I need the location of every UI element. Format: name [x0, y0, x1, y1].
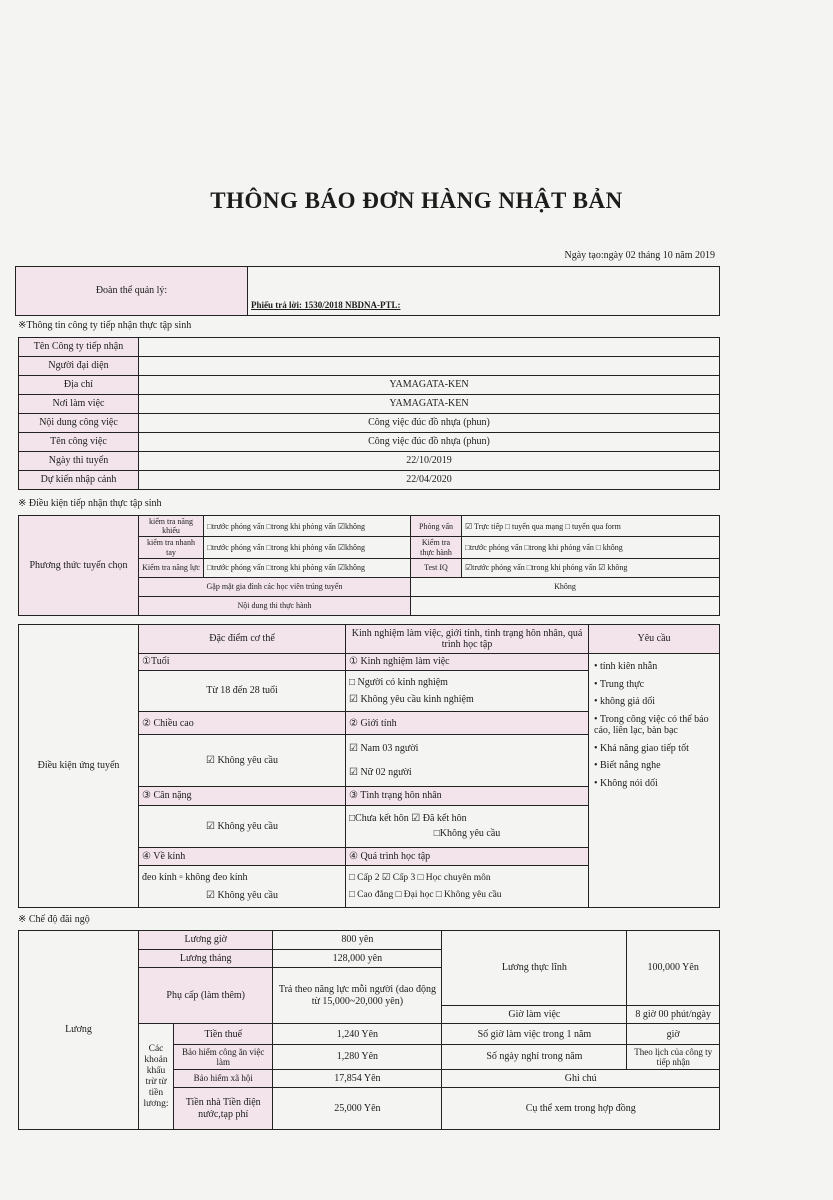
selection-table	[18, 515, 720, 616]
hours-value: 8 giờ 00 phút/ngày	[627, 1005, 720, 1024]
requirement-item: • Biết nắng nghe	[594, 760, 661, 772]
company-row-label: Người đại diện	[19, 357, 139, 376]
sel-row-2-label2: Test IQ	[411, 558, 462, 577]
company-row-label: Nơi làm việc	[19, 395, 139, 414]
company-row	[19, 357, 720, 376]
sel-row-0-label: kiểm tra năng khiếu	[139, 516, 204, 537]
gender-values	[346, 735, 589, 787]
sel-row-2-label: Kiểm tra năng lực	[139, 558, 204, 577]
marital-values	[346, 805, 589, 847]
requirement-item: • Trong công việc có thể báo cáo, liên lạc, bàn bạc	[594, 713, 709, 737]
allowance-value: Trả theo năng lực mỗi người (dao động từ 15,000~20,000 yên)	[273, 968, 442, 1024]
age-value: Từ 18 đến 28 tuổi	[139, 670, 346, 712]
company-row-label: Tên Công ty tiếp nhận	[19, 338, 139, 357]
allowance-label: Phụ cấp (làm thêm)	[139, 968, 273, 1024]
sel-row-0-label2: Phỏng vấn	[411, 516, 462, 537]
salary-label: Lương	[19, 931, 139, 1130]
note-label: Ghi chú	[442, 1069, 720, 1088]
days-label: Số ngày nghỉ trong năm	[442, 1045, 627, 1070]
company-row	[19, 376, 720, 395]
requirement-item: • Không nói dối	[594, 777, 658, 789]
company-section-title: ※Thông tin công ty tiếp nhận thực tập sinh	[18, 320, 192, 331]
requirement-item: • Khả năng giao tiếp tốt	[594, 742, 689, 754]
company-row-value: Công việc đúc đồ nhựa (phun)	[139, 414, 720, 433]
hourly-value: 800 yên	[273, 931, 442, 950]
company-row-label: Ngày thi tuyển	[19, 452, 139, 471]
sel-row-0-opts: □trước phỏng vấn □trong khi phỏng vấn ☑không	[204, 516, 411, 537]
social-label: Bảo hiểm xã hội	[174, 1069, 273, 1088]
yearhours-value: giờ	[627, 1024, 720, 1045]
gender-header: ② Giới tính	[346, 712, 589, 735]
company-row-value: YAMAGATA-KEN	[139, 376, 720, 395]
practical-label: Nội dung thi thực hành	[139, 596, 411, 615]
monthly-label: Lương tháng	[139, 949, 273, 968]
edu-value-1: □ Cấp 2 ☑ Cấp 3 □ Học chuyên môn	[349, 872, 491, 883]
benefits-section-title: ※ Chế độ đãi ngộ	[18, 914, 90, 925]
practical-value	[411, 596, 720, 615]
height-header: ② Chiều cao	[139, 712, 346, 735]
height-value: ☑ Không yêu cầu	[139, 735, 346, 787]
marital-header: ③ Tình trạng hôn nhân	[346, 787, 589, 806]
requirements-list	[592, 661, 716, 789]
requirements-cell	[589, 654, 720, 908]
company-row	[19, 433, 720, 452]
tax-label: Tiền thuế	[174, 1024, 273, 1045]
unemp-value: 1,280 Yên	[273, 1045, 442, 1070]
exp-value-1: □ Người có kinh nghiệm	[349, 676, 448, 688]
eyes-value-1: đeo kính ▫ không đeo kính	[142, 872, 248, 884]
company-row-label: Địa chỉ	[19, 376, 139, 395]
company-row-label: Tên công việc	[19, 433, 139, 452]
housing-value: 25,000 Yên	[273, 1088, 442, 1130]
company-row-value	[139, 338, 720, 357]
eyes-values	[139, 866, 346, 908]
company-row-value: 22/04/2020	[139, 471, 720, 490]
sel-row-1-opts2: □trước phỏng vấn □trong khi phỏng vấn □ không	[462, 537, 720, 558]
reply-ref: Phiếu trả lời: 1530/2018 NBDNA-PTL:	[251, 299, 401, 310]
req-header: Yêu cầu	[589, 625, 720, 654]
exp-value-2: ☑ Không yêu cầu kinh nghiệm	[349, 694, 474, 706]
company-row-value	[139, 357, 720, 376]
edu-values	[346, 866, 589, 908]
exp-values	[346, 670, 589, 712]
exp-header: Kinh nghiệm làm việc, giới tính, tình trạng hôn nhân, quá trình học tập	[346, 625, 589, 654]
social-value: 17,854 Yên	[273, 1069, 442, 1088]
selection-label: Phương thức tuyển chọn	[19, 516, 139, 616]
body-header: Đặc điểm cơ thể	[139, 625, 346, 654]
family-meet-label: Gặp mặt gia đình các học viên trúng tuyển	[139, 577, 411, 596]
hourly-label: Lương giờ	[139, 931, 273, 950]
requirement-item: • tính kiên nhẫn	[594, 661, 658, 673]
marital-value-1: □Chưa kết hôn ☑ Đã kết hôn	[349, 812, 467, 824]
weight-value: ☑ Không yêu cầu	[139, 805, 346, 847]
tax-value: 1,240 Yên	[273, 1024, 442, 1045]
created-date: Ngày tạo:ngày 02 tháng 10 năm 2019	[564, 250, 715, 261]
edu-value-2: □ Cao đẳng □ Đại học □ Không yêu cầu	[349, 889, 502, 900]
conditions-section-title: ※ Điều kiện tiếp nhận thực tập sinh	[18, 498, 162, 509]
yearhours-label: Số giờ làm việc trong 1 năm	[442, 1024, 627, 1045]
sel-row-2-opts2: ☑trước phỏng vấn □trong khi phỏng vấn ☑ không	[462, 558, 720, 577]
days-value: Theo lịch của công ty tiếp nhận	[627, 1045, 720, 1070]
gender-female: ☑ Nữ 02 người	[349, 766, 412, 778]
note-value: Cụ thể xem trong hợp đồng	[442, 1088, 720, 1130]
company-row	[19, 395, 720, 414]
sel-row-2-opts: □trước phỏng vấn □trong khi phỏng vấn ☑không	[204, 558, 411, 577]
company-row-value: 22/10/2019	[139, 452, 720, 471]
sel-row-1-opts: □trước phỏng vấn □trong khi phỏng vấn ☑không	[204, 537, 411, 558]
sel-row-1-label2: Kiểm tra thực hành	[411, 537, 462, 558]
net-value: 100,000 Yên	[627, 931, 720, 1006]
requirement-item: • Trung thực	[594, 678, 645, 690]
company-row	[19, 452, 720, 471]
company-info-table	[18, 337, 720, 490]
company-row	[19, 471, 720, 490]
applicant-table	[18, 624, 720, 908]
hours-label: Giờ làm việc	[442, 1005, 627, 1024]
company-row-value: YAMAGATA-KEN	[139, 395, 720, 414]
monthly-value: 128,000 yên	[273, 949, 442, 968]
salary-table	[18, 930, 720, 1130]
edu-header: ④ Quá trình học tập	[346, 847, 589, 866]
org-label: Đoàn thể quản lý:	[16, 267, 248, 316]
unemp-label: Bảo hiểm công ăn việc làm	[174, 1045, 273, 1070]
gender-male: ☑ Nam 03 người	[349, 743, 419, 755]
family-meet-value: Không	[411, 577, 720, 596]
eyes-value-2: ☑ Không yêu cầu	[205, 889, 278, 901]
company-row	[19, 338, 720, 357]
weight-header: ③ Cân nặng	[139, 787, 346, 806]
page-title: THÔNG BÁO ĐƠN HÀNG NHẬT BẢN	[210, 188, 623, 213]
requirement-item: • không giả dối	[594, 696, 655, 708]
deduct-label: Các khoản khấu trừ từ tiền lương:	[139, 1024, 174, 1130]
marital-value-2: □Không yêu cầu	[433, 828, 501, 840]
company-row-value: Công việc đúc đồ nhựa (phun)	[139, 433, 720, 452]
company-row	[19, 414, 720, 433]
age-header: ①Tuổi	[139, 654, 346, 671]
eyes-header: ④ Về kính	[139, 847, 346, 866]
management-org-table	[15, 266, 720, 316]
sel-row-0-opts2: ☑ Trực tiếp □ tuyển qua mạng □ tuyển qua form	[462, 516, 720, 537]
sel-row-1-label: kiểm tra nhanh tay	[139, 537, 204, 558]
exp-sub-header: ① Kinh nghiệm làm việc	[346, 654, 589, 671]
applicant-label: Điều kiện ứng tuyển	[19, 625, 139, 908]
housing-label: Tiền nhà Tiền điện nước,tạp phí	[174, 1088, 273, 1130]
company-row-label: Nội dung công việc	[19, 414, 139, 433]
net-label: Lương thực lĩnh	[442, 931, 627, 1006]
company-row-label: Dự kiến nhập cảnh	[19, 471, 139, 490]
